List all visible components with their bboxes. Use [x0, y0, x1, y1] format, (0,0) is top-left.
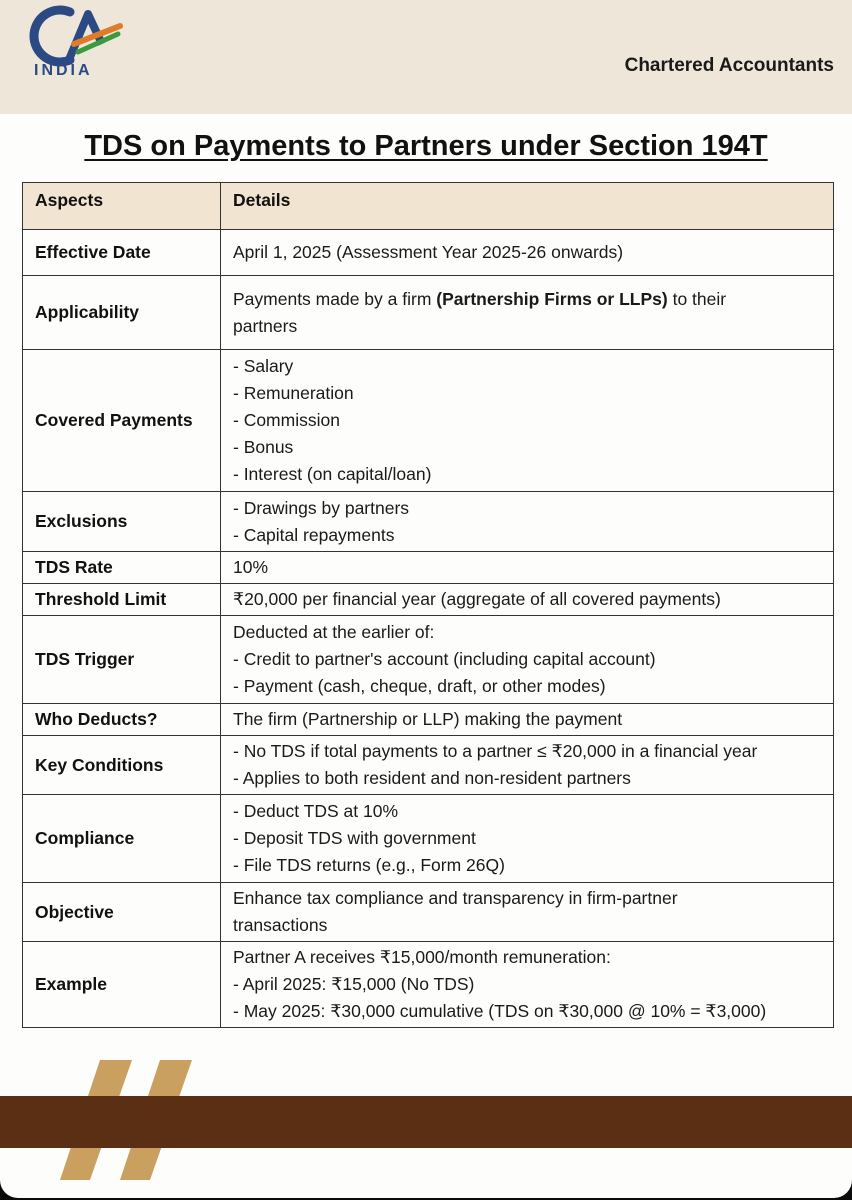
detail-line: transactions [233, 915, 328, 935]
aspect-cell: Exclusions [23, 492, 221, 552]
table-row [23, 704, 834, 736]
detail-cell [221, 616, 834, 704]
table-row [23, 552, 834, 584]
detail-cell [221, 883, 834, 942]
table-body [23, 230, 834, 1028]
detail-line: - Bonus [233, 437, 294, 457]
detail-cell [221, 276, 834, 350]
brand-label: Chartered Accountants [624, 55, 834, 76]
detail-line: partners [233, 315, 298, 336]
detail-line: Payments made by a firm (Partnership Firms or LLPs) to their [233, 288, 727, 309]
detail-line: April 1, 2025 (Assessment Year 2025-26 onwards) [233, 242, 624, 262]
aspect-cell: TDS Rate [23, 552, 221, 584]
detail-line: - File TDS returns (e.g., Form 26Q) [233, 855, 505, 875]
detail-line: ₹20,000 per financial year (aggregate of all covered payments) [233, 589, 721, 609]
aspect-cell: Applicability [23, 276, 221, 350]
detail-line: - April 2025: ₹15,000 (No TDS) [233, 974, 475, 994]
aspect-cell: TDS Trigger [23, 616, 221, 704]
detail-line: Deducted at the earlier of: [233, 622, 435, 642]
detail-line: - Salary [233, 356, 294, 376]
detail-line: - Deposit TDS with government [233, 828, 476, 848]
bottom-band [0, 1096, 852, 1148]
detail-line: - Interest (on capital/loan) [233, 464, 432, 484]
table-row [23, 276, 834, 350]
table-row [23, 616, 834, 704]
page-title: TDS on Payments to Partners under Section 194T [84, 130, 768, 162]
table-row [23, 942, 834, 1028]
aspect-cell: Who Deducts? [23, 704, 221, 736]
detail-line: - Capital repayments [233, 524, 395, 545]
column-header-aspects: Aspects [23, 183, 221, 230]
detail-cell [221, 704, 834, 736]
detail-line: Partner A receives ₹15,000/month remuneration: [233, 947, 611, 967]
emphasis-text: (Partnership Firms or LLPs) [436, 288, 668, 309]
table-row [23, 492, 834, 552]
table-row [23, 883, 834, 942]
detail-cell [221, 795, 834, 883]
table-row [23, 584, 834, 616]
aspect-cell: Objective [23, 883, 221, 942]
detail-line: - Deduct TDS at 10% [233, 801, 399, 821]
detail-line: - Applies to both resident and non-resident partners [233, 768, 631, 788]
aspect-cell: Compliance [23, 795, 221, 883]
table-header-row [23, 183, 834, 230]
header-bar [0, 0, 852, 114]
detail-line: - Remuneration [233, 383, 354, 403]
detail-line: - Drawings by partners [233, 497, 410, 518]
table-row [23, 350, 834, 492]
detail-line: - Payment (cash, cheque, draft, or other modes) [233, 676, 606, 696]
detail-line: - No TDS if total payments to a partner ≤ ₹20,000 in a financial year [233, 741, 758, 761]
table-row [23, 230, 834, 276]
aspect-cell: Example [23, 942, 221, 1028]
detail-cell [221, 942, 834, 1028]
detail-line: 10% [233, 557, 269, 577]
table-row [23, 736, 834, 795]
aspect-cell: Covered Payments [23, 350, 221, 492]
detail-cell [221, 584, 834, 616]
logo-text: INDIA [34, 62, 93, 79]
detail-cell [221, 736, 834, 795]
table-row [23, 795, 834, 883]
detail-cell [221, 230, 834, 276]
detail-line: - Credit to partner's account (including capital account) [233, 649, 656, 669]
detail-line: The firm (Partnership or LLP) making the payment [233, 709, 623, 729]
aspect-cell: Effective Date [23, 230, 221, 276]
detail-line: Enhance tax compliance and transparency in firm-partner [233, 888, 678, 908]
detail-line: - May 2025: ₹30,000 cumulative (TDS on ₹30,000 @ 10% = ₹3,000) [233, 1001, 767, 1021]
detail-line: - Commission [233, 410, 340, 430]
column-header-details: Details [221, 183, 834, 230]
detail-cell [221, 492, 834, 552]
detail-cell [221, 552, 834, 584]
aspect-cell: Key Conditions [23, 736, 221, 795]
tds-table [22, 182, 834, 1028]
aspect-cell: Threshold Limit [23, 584, 221, 616]
detail-cell [221, 350, 834, 492]
